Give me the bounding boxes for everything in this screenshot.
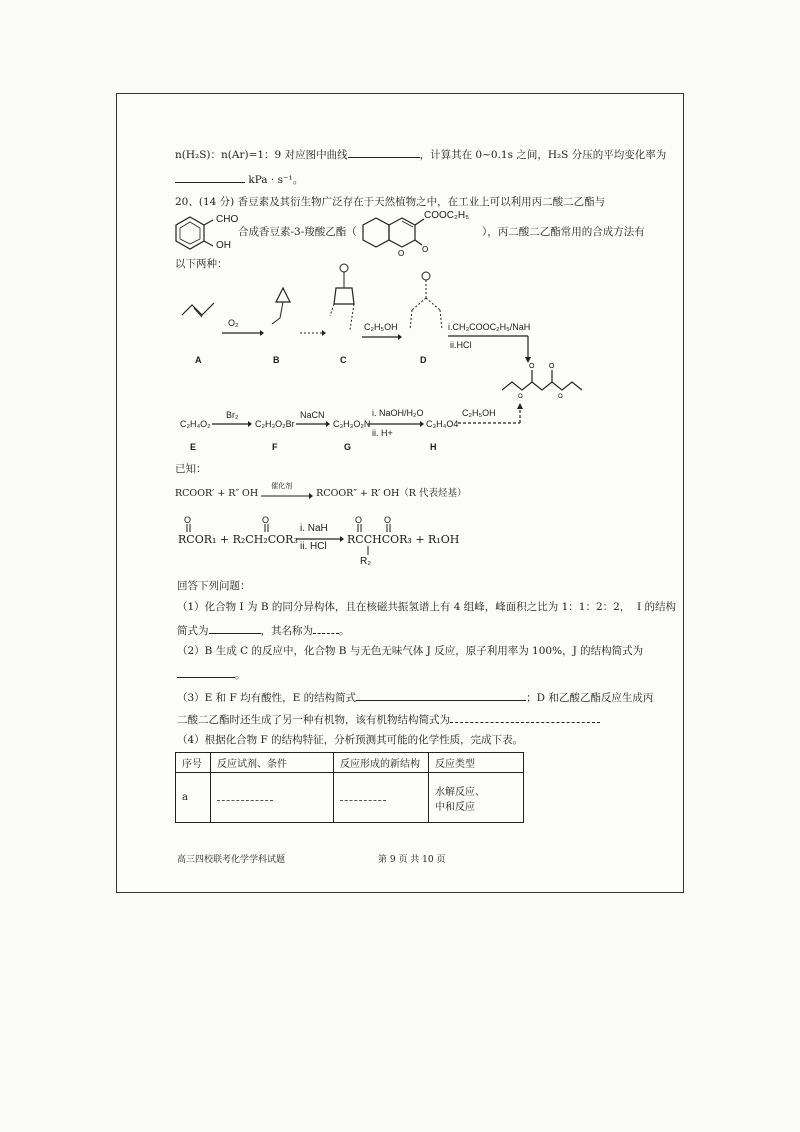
reagent-br2: Br₂ xyxy=(226,410,239,420)
arrow-g-h xyxy=(368,421,424,427)
label-f: F xyxy=(272,442,278,452)
blank-i-name[interactable] xyxy=(313,623,339,634)
eq2-condition-2: ii. HCl xyxy=(300,541,327,552)
reagent-d-2: ii.HCl xyxy=(450,340,472,350)
footer-page: 第 9 页 共 10 页 xyxy=(378,855,446,865)
questions-prompt: 回答下列问题： xyxy=(177,580,251,592)
blank-reagents[interactable] xyxy=(217,792,273,801)
eq2-o-3: O xyxy=(355,515,363,525)
blank-e-structure[interactable] xyxy=(356,690,526,701)
arrow-c-d xyxy=(362,334,402,340)
reaction-type-1: 水解反应、 xyxy=(435,786,485,798)
formula-e: C₂H₄O₂ xyxy=(180,419,211,429)
reagent-o2: O₂ xyxy=(228,318,239,328)
footer-left: 高三四校联考化学学科试题 xyxy=(177,855,286,865)
blank-j-structure[interactable] xyxy=(177,667,235,678)
svg-text:O: O xyxy=(422,245,429,254)
label-a: A xyxy=(195,355,202,365)
rate-unit: kPa · s⁻¹。 xyxy=(248,174,304,186)
q2-line-1: （2）B 生成 C 的反应中，化合物 B 与无色无味气体 J 反应，原子利用率为 100%，J 的结构简式为 xyxy=(177,645,644,657)
header-reagents: 反应试剂、条件 xyxy=(211,753,334,773)
reagent-g-1: i. NaOH/H₂O xyxy=(372,408,424,418)
cho-group: CHO xyxy=(216,214,239,225)
blank-curve[interactable] xyxy=(348,147,420,158)
table-header-row xyxy=(176,753,524,773)
q1-text: （1）化合物 I 为 B 的同分异构体，且在核磁共振氢谱上有 4 组峰，峰面积之比为 1：1：2：2， xyxy=(177,601,631,613)
eq2-right: RCCHCOR₃ + R₁OH xyxy=(347,533,460,546)
formula-h: C₃H₄O4 xyxy=(426,419,459,429)
blank-byproduct-structure[interactable] xyxy=(450,712,600,723)
compound-a-structure xyxy=(180,295,220,325)
eq1-products: RCOOR″ + R′ OH（R 代表烃基） xyxy=(316,488,467,499)
row-index: a xyxy=(176,773,211,823)
oh-group: OH xyxy=(216,240,231,251)
q1-line-2: 简式为 ，其名称为 。 xyxy=(177,625,350,637)
eq2-left: RCOR₁ + R₂CH₂COR₃ xyxy=(178,533,298,546)
header-index: 序号 xyxy=(176,753,211,773)
eq1-arrow xyxy=(261,481,313,499)
known-title: 已知： xyxy=(175,463,207,475)
q3-text-b: ；D 和乙酸乙酯反应生成丙 xyxy=(526,692,654,704)
q3-line-1 xyxy=(177,690,653,705)
blank-new-structure[interactable] xyxy=(340,792,386,801)
header-line-2 xyxy=(175,172,303,187)
reaction-type-2: 中和反应 xyxy=(435,801,475,813)
properties-table xyxy=(175,752,524,823)
arrow-e-f xyxy=(212,421,252,427)
arrow-a-b xyxy=(222,330,264,336)
label-h: H xyxy=(430,442,437,452)
q2-line-2: 。 xyxy=(177,667,246,682)
eq2-condition-1: i. NaH xyxy=(300,523,328,534)
header-new-structure: 反应形成的新结构 xyxy=(334,753,429,773)
q4-line: （4）根据化合物 F 的结构特征，分析预测其可能的化学性质，完成下表。 xyxy=(177,734,524,746)
svg-text:O: O xyxy=(398,249,405,258)
q1-text-b: I 的结构 xyxy=(637,601,676,613)
q1-line-1 xyxy=(177,601,676,614)
label-g: G xyxy=(344,442,352,452)
row-structure-cell[interactable] xyxy=(334,773,429,823)
svg-text:O: O xyxy=(549,363,555,370)
q20-intro-b: 合成香豆素-3-羧酸乙酯（ xyxy=(238,226,357,238)
label-e: E xyxy=(190,442,197,452)
q1-structure-label: 简式为 xyxy=(177,625,209,637)
compound-c-structure xyxy=(326,258,358,348)
q20-intro-d: 以下两种： xyxy=(175,258,228,270)
q20-intro-c: ），丙二酸二乙酯常用的合成方法有 xyxy=(482,226,645,238)
row-reagents-cell[interactable] xyxy=(211,773,334,823)
q20-intro: 20、(14 分) 香豆素及其衍生物广泛存在于天然植物之中，在工业上可以利用丙二酸二乙酯与 xyxy=(175,196,606,208)
q3-text-a: （3）E 和 F 均有酸性，E 的结构简式 xyxy=(177,692,357,704)
header-text-a: n(H₂S)：n(Ar)=1：9 对应图中曲线 xyxy=(175,149,348,161)
reagent-d-1: i.CH₃COOC₂H₅/NaH xyxy=(448,322,531,332)
svg-text:O: O xyxy=(529,363,535,370)
label-d: D xyxy=(420,355,427,365)
formula-g: C₃H₃O₂N xyxy=(333,419,371,429)
q3-line-2 xyxy=(177,712,600,727)
known-eq-1 xyxy=(175,481,467,499)
svg-text:O: O xyxy=(558,394,563,400)
arrow-b-c xyxy=(300,330,326,336)
eq1-reactants: RCOOR′ + R″ OH xyxy=(175,488,259,499)
svg-text:O: O xyxy=(518,394,523,400)
header-reaction-type: 反应类型 xyxy=(429,753,524,773)
arrow-h-product xyxy=(458,403,528,427)
diethyl-malonate-structure xyxy=(500,360,590,402)
label-c: C xyxy=(340,355,347,365)
eq2-o-1: O xyxy=(184,515,192,525)
reagent-nacn: NaCN xyxy=(300,410,325,420)
arrow-f-g xyxy=(296,421,330,427)
eq2-r2: R₂ xyxy=(360,556,372,567)
eq2-o-2: O xyxy=(262,515,270,525)
header-text-b: ，计算其在 0~0.1s 之间，H₂S 分压的平均变化率为 xyxy=(419,149,667,161)
row-type-cell xyxy=(429,773,524,823)
reagent-etoh: C₂H₅OH xyxy=(364,322,398,332)
reagent-g-2: ii. H+ xyxy=(372,428,393,438)
header-line-1 xyxy=(175,147,666,162)
formula-f: C₂H₃O₂Br xyxy=(255,419,295,429)
blank-rate[interactable] xyxy=(175,172,245,183)
ester-group: COOC₂H₅ xyxy=(424,210,470,221)
reagent-etoh-2: C₂H₅OH xyxy=(462,408,496,418)
eq1-catalyst: 催化剂 xyxy=(271,481,293,490)
table-row xyxy=(176,773,524,823)
label-b: B xyxy=(273,355,280,365)
q3-text-c: 二酸二乙酯时还生成了另一种有机物，该有机物结构简式为 xyxy=(177,714,450,726)
q1-name-label: ，其名称为 xyxy=(260,625,313,637)
compound-d-structure xyxy=(406,268,446,348)
eq2-branch-bond xyxy=(365,546,371,556)
compound-b-structure xyxy=(268,280,298,330)
eq2-o-4: O xyxy=(384,515,392,525)
blank-i-structure[interactable] xyxy=(209,623,261,634)
